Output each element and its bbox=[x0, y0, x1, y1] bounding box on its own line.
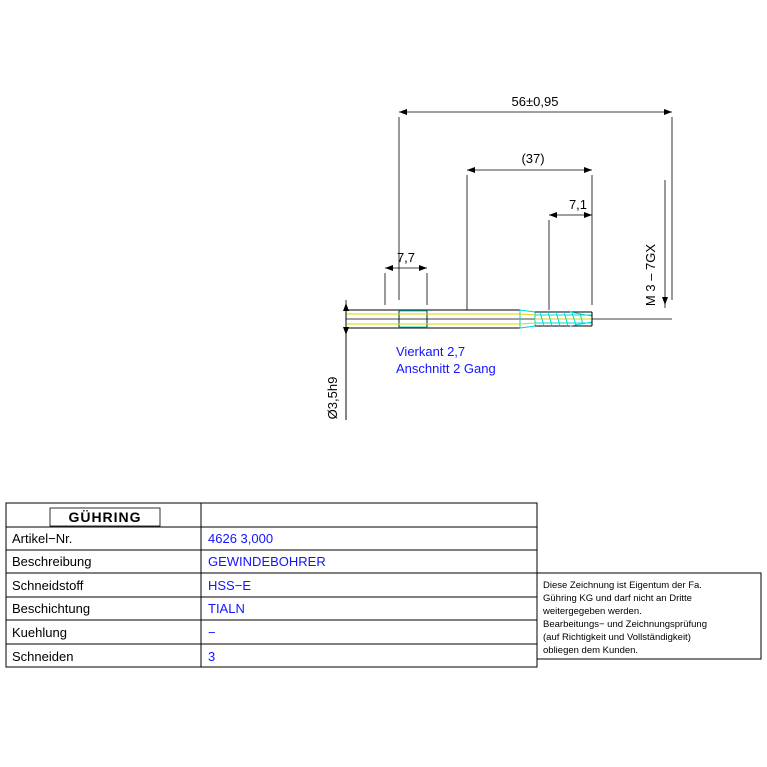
row-label-schneidstoff: Schneidstoff bbox=[12, 578, 84, 593]
row-value-beschichtung: TIALN bbox=[208, 601, 245, 616]
dimension-square-length bbox=[549, 197, 592, 310]
row-value-beschreibung: GEWINDEBOHRER bbox=[208, 554, 326, 569]
row-value-artikel-nr: 4626 3,000 bbox=[208, 531, 274, 546]
row-value-schneiden: 3 bbox=[208, 649, 216, 664]
row-value-schneidstoff: HSS−E bbox=[208, 578, 251, 593]
row-value-kuehlung: − bbox=[208, 625, 216, 640]
note-line-2: Gühring KG und darf nicht an Dritte bbox=[543, 593, 692, 604]
dimension-label-shank-feature-length: 7,7 bbox=[396, 250, 416, 265]
annotation-square-size: Vierkant 2,7 bbox=[396, 344, 466, 359]
dimension-label-thread-designation: M 3 – 7GX bbox=[643, 243, 658, 307]
row-label-beschreibung: Beschreibung bbox=[12, 554, 92, 569]
dimension-thread-reference-length bbox=[467, 151, 592, 310]
dimension-shank-feature-length bbox=[385, 250, 427, 305]
dimension-thread-designation bbox=[643, 180, 668, 308]
dimension-label-thread-reference-length: (37) bbox=[521, 151, 545, 166]
title-block bbox=[6, 503, 537, 667]
dimension-overall-length bbox=[396, 94, 672, 300]
annotation-block bbox=[396, 344, 496, 376]
annotation-chamfer-lead: Anschnitt 2 Gang bbox=[396, 361, 496, 376]
guehring-logo bbox=[50, 508, 160, 526]
tool-geometry bbox=[346, 310, 672, 328]
copyright-note-block bbox=[537, 573, 761, 659]
row-label-beschichtung: Beschichtung bbox=[12, 601, 91, 616]
dimension-shank-diameter bbox=[325, 300, 349, 420]
dimension-label-shank-diameter: Ø3,5h9 bbox=[325, 376, 340, 420]
note-line-1: Diese Zeichnung ist Eigentum der Fa. bbox=[543, 580, 702, 591]
note-line-4: Bearbeitungs− und Zeichnungsprüfung bbox=[543, 619, 707, 630]
note-line-6: obliegen dem Kunden. bbox=[543, 645, 639, 656]
note-line-5: (auf Richtigkeit und Vollständigkeit) bbox=[543, 632, 691, 643]
dimension-label-overall-length: 56±0,95 bbox=[511, 94, 559, 109]
row-label-kuehlung: Kuehlung bbox=[12, 625, 67, 640]
row-label-schneiden: Schneiden bbox=[12, 649, 74, 664]
dimension-label-square-length: 7,1 bbox=[568, 197, 588, 212]
row-label-artikel-nr: Artikel−Nr. bbox=[12, 531, 73, 546]
guehring-logo-text: GÜHRING bbox=[68, 509, 142, 525]
note-line-3: weitergegeben werden. bbox=[543, 606, 642, 617]
